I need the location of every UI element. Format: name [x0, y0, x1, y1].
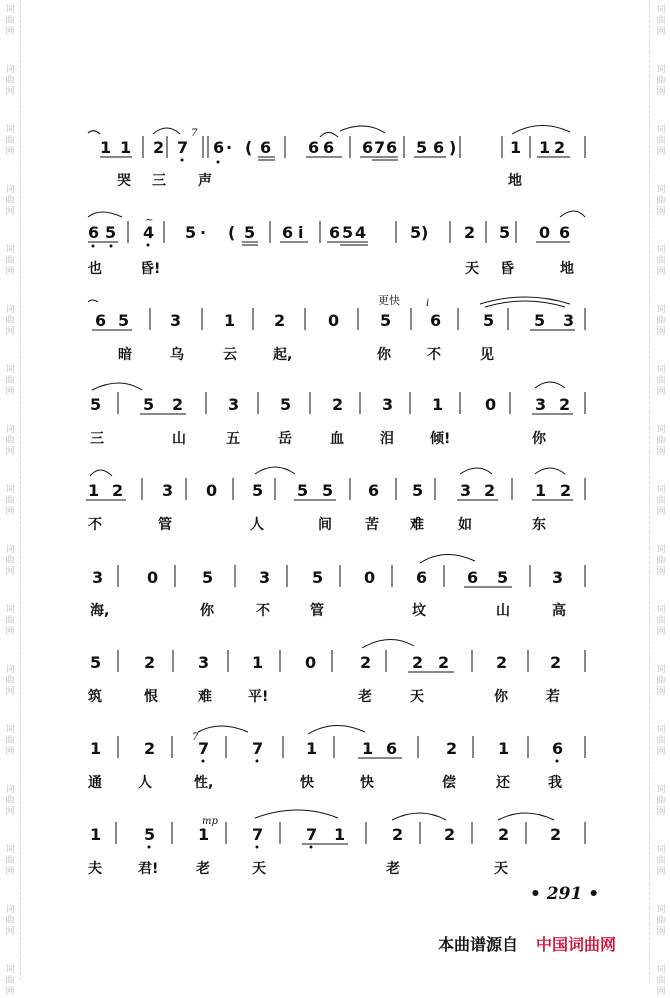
lyric: 哭 [117, 173, 131, 189]
grace-note-mark: 7 [192, 732, 199, 743]
note: 6 [329, 223, 341, 242]
watermark-text: 词曲网 [5, 245, 15, 277]
note: 2 [360, 653, 372, 672]
watermark-text: 词曲网 [5, 785, 15, 817]
note: 3 [259, 568, 271, 587]
lyric: 人 [250, 517, 264, 533]
octave-dot [256, 846, 259, 849]
note: 2 [412, 653, 424, 672]
note: 2 [444, 825, 456, 844]
note: 5 [416, 138, 428, 157]
lyric: 地 [560, 261, 574, 277]
note: 6 [430, 311, 442, 330]
score-line-5 [80, 468, 590, 508]
lyric: 昏 [500, 261, 514, 277]
note: 7 [177, 138, 189, 157]
slur [308, 725, 365, 734]
note: 5 [497, 568, 509, 587]
source-site[interactable]: 中国词曲网 [536, 935, 617, 954]
note: 6 [433, 138, 445, 157]
lyric: 东 [532, 517, 546, 533]
note: 3 [228, 395, 240, 414]
watermark-text: 词曲网 [5, 905, 15, 937]
octave-dot [92, 245, 95, 248]
note: 3 [170, 311, 182, 330]
note: 4 [355, 223, 367, 242]
note: 5 [380, 311, 392, 330]
watermark-text: 词曲网 [5, 665, 15, 697]
lyric: 你 [494, 689, 508, 705]
note: 6 [308, 138, 320, 157]
score-line-7 [80, 640, 590, 680]
lyric: 山 [172, 431, 186, 447]
note: 3 [460, 481, 472, 500]
score-line-4-svg [80, 382, 590, 422]
trill-mark: ~ [145, 215, 154, 226]
score-line-3 [80, 294, 590, 338]
watermark-text: 词曲网 [5, 65, 15, 97]
left-watermark-strip [0, 0, 21, 997]
watermark-text: 词曲网 [656, 605, 666, 637]
note: 7 [374, 138, 386, 157]
lyric: 人 [138, 775, 152, 791]
score-line-7-svg [80, 640, 590, 680]
slur [255, 467, 295, 474]
note: 2 [550, 825, 562, 844]
note: 6 [260, 138, 272, 157]
lyrics-line-6 [80, 600, 590, 620]
lyric: 快 [300, 775, 314, 791]
watermark-text: 词曲网 [656, 845, 666, 877]
note: 0 [305, 653, 317, 672]
lyric: 通 [88, 775, 102, 791]
note: 0 [147, 568, 159, 587]
lyric: 老 [358, 689, 372, 705]
lyrics-line-2 [80, 258, 590, 278]
note: 2 [464, 223, 476, 242]
slur [255, 810, 338, 818]
slur [88, 300, 98, 302]
note: · [226, 138, 233, 157]
watermark-text: 词曲网 [656, 665, 666, 697]
lyric: 地 [508, 173, 522, 189]
note: 7 [252, 825, 264, 844]
lyric: 坟 [412, 603, 426, 619]
note: 6 [368, 481, 380, 500]
lyric: 昏! [140, 261, 161, 277]
source-credit [438, 932, 616, 955]
lyric: 难 [410, 517, 424, 533]
note: 2 [274, 311, 286, 330]
note: 3 [198, 653, 210, 672]
lyric: 性, [194, 775, 214, 791]
watermark-text: 词曲网 [5, 845, 15, 877]
note: 1 [498, 739, 510, 758]
note: 6 [213, 138, 225, 157]
lyric: 间 [318, 517, 332, 533]
watermark-text: 词曲网 [656, 305, 666, 337]
note: 0 [539, 223, 551, 242]
slur [535, 468, 565, 474]
watermark-text: 词曲网 [656, 545, 666, 577]
note: 1 [100, 138, 112, 157]
note: 2 [484, 481, 496, 500]
grace-note-mark: 7 [191, 128, 198, 139]
note: 3 [563, 311, 575, 330]
note: 3 [92, 568, 104, 587]
note: 2 [172, 395, 184, 414]
watermark-text: 词曲网 [656, 785, 666, 817]
note: ) [421, 223, 429, 242]
note: 6 [559, 223, 571, 242]
note: 5 [280, 395, 292, 414]
note: 1 [252, 653, 264, 672]
note: 5 [244, 223, 256, 242]
lyric: 岳 [278, 431, 292, 447]
octave-dot [556, 760, 559, 763]
watermark-text: 词曲网 [5, 5, 15, 37]
score-line-2 [80, 213, 590, 253]
slur [88, 131, 100, 134]
note: 1 [535, 481, 547, 500]
slur [485, 301, 565, 307]
note: 5 [483, 311, 495, 330]
note: 1 [224, 311, 236, 330]
lyric: 山 [496, 603, 510, 619]
watermark-text: 词曲网 [5, 725, 15, 757]
note: 2 [559, 395, 571, 414]
watermark-text: 词曲网 [656, 725, 666, 757]
lyrics-line-1 [80, 170, 590, 190]
watermark-text: 词曲网 [656, 365, 666, 397]
watermark-text: 词曲网 [656, 905, 666, 937]
note: 1 [90, 825, 102, 844]
note: 1 [306, 739, 318, 758]
watermark-text: 词曲网 [656, 245, 666, 277]
watermark-text: 词曲网 [656, 185, 666, 217]
lyric: 我 [548, 775, 562, 791]
note: 6 [552, 739, 564, 758]
note: i [298, 223, 304, 242]
note: 5 [90, 395, 102, 414]
note: 6 [467, 568, 479, 587]
watermark-text: 词曲网 [5, 365, 15, 397]
note: 2 [496, 653, 508, 672]
octave-dot [310, 846, 313, 849]
note: 6 [362, 138, 374, 157]
source-label: 本曲谱源自 [438, 935, 519, 954]
score-line-9-svg [80, 812, 590, 852]
note: 6 [88, 223, 100, 242]
lyrics-line-5 [80, 514, 590, 534]
lyric: 海, [90, 603, 110, 619]
slur [535, 382, 565, 388]
lyric: 声 [198, 173, 212, 189]
slur [198, 726, 248, 732]
note: 0 [328, 311, 340, 330]
lyric: 起, [273, 347, 293, 363]
note: 2 [332, 395, 344, 414]
note: 2 [550, 653, 562, 672]
dynamic-marking: mp [202, 816, 218, 827]
octave-dot [181, 159, 184, 162]
octave-dot [110, 245, 113, 248]
note: 1 [88, 481, 100, 500]
note: 5 [90, 653, 102, 672]
note: 6 [282, 223, 294, 242]
lyric: 难 [198, 689, 212, 705]
note: 5 [144, 825, 156, 844]
note: 1 [362, 739, 374, 758]
note: 2 [438, 653, 450, 672]
lyric: 倾! [430, 431, 451, 447]
note: 4 [143, 223, 155, 242]
lyric: 君! [138, 861, 159, 877]
note: 5 [322, 481, 334, 500]
lyric: 若 [546, 689, 560, 705]
lyric: 恨 [144, 689, 158, 705]
lyric: 老 [196, 861, 210, 877]
note: 5 [252, 481, 264, 500]
watermark-text: 词曲网 [5, 965, 15, 997]
watermark-text: 词曲网 [656, 125, 666, 157]
note: 6 [95, 311, 107, 330]
lyric: 不 [427, 347, 441, 363]
note: 6 [323, 138, 335, 157]
slur [153, 128, 180, 134]
note: 5 [105, 223, 117, 242]
lyric: 不 [88, 517, 102, 533]
score-line-1-svg [80, 128, 590, 168]
note: 2 [498, 825, 510, 844]
lyric: 筑 [88, 689, 102, 705]
score-line-4 [80, 382, 590, 422]
slur [90, 470, 112, 476]
lyric: 你 [532, 431, 546, 447]
lyric: 不 [256, 603, 270, 619]
lyric: 天 [494, 861, 508, 877]
lyric: 也 [88, 261, 102, 277]
note: · [200, 223, 207, 242]
score-line-2-svg [80, 213, 590, 253]
lyric: 乌 [170, 347, 184, 363]
lyric: 管 [158, 517, 172, 533]
score-line-6 [80, 555, 590, 595]
score-line-8 [80, 726, 590, 766]
note: 5 [410, 223, 422, 242]
right-watermark-strip [649, 0, 670, 997]
grace-note-mark: i [426, 298, 430, 309]
octave-dot [147, 244, 150, 247]
note: 7 [198, 739, 210, 758]
lyric: 平! [248, 689, 269, 705]
note: 2 [560, 481, 572, 500]
lyric: 三 [152, 173, 166, 189]
lyric: 你 [377, 347, 391, 363]
note: 6 [386, 138, 398, 157]
tempo-marking: 更快 [378, 294, 400, 307]
note: 5 [342, 223, 354, 242]
lyrics-line-3 [80, 344, 590, 364]
slur [560, 211, 585, 217]
slur [498, 813, 554, 820]
watermark-text: 词曲网 [5, 485, 15, 517]
lyric: 泪 [380, 431, 394, 447]
score-line-3-svg [80, 294, 590, 338]
lyric: 苦 [365, 517, 379, 533]
note: ( [245, 138, 253, 157]
note: 3 [535, 395, 547, 414]
lyrics-line-4 [80, 428, 590, 448]
watermark-text: 词曲网 [5, 425, 15, 457]
slur [512, 125, 570, 134]
octave-dot [217, 161, 220, 164]
octave-dot [148, 846, 151, 849]
lyric: 高 [552, 603, 566, 619]
note: ( [228, 223, 236, 242]
score-line-8-svg [80, 726, 590, 766]
slur [92, 383, 142, 390]
lyric: 天 [410, 689, 424, 705]
lyric: 管 [310, 603, 324, 619]
note: 7 [252, 739, 264, 758]
note: 1 [510, 138, 522, 157]
note: 2 [554, 138, 566, 157]
note: 3 [382, 395, 394, 414]
note: 3 [552, 568, 564, 587]
note: 2 [144, 739, 156, 758]
note: 5 [534, 311, 546, 330]
watermark-text: 词曲网 [5, 125, 15, 157]
watermark-text: 词曲网 [656, 65, 666, 97]
lyric: 三 [90, 431, 104, 447]
lyric: 云 [223, 347, 237, 363]
note: 5 [412, 481, 424, 500]
watermark-text: 词曲网 [5, 305, 15, 337]
note: 5 [143, 395, 155, 414]
lyric: 你 [200, 603, 214, 619]
note: 1 [432, 395, 444, 414]
score-line-1 [80, 128, 590, 168]
note: 0 [485, 395, 497, 414]
note: 7 [306, 825, 318, 844]
note: 2 [153, 138, 165, 157]
lyric: 天 [252, 861, 266, 877]
note: 1 [198, 825, 210, 844]
note: 2 [446, 739, 458, 758]
lyric: 天 [465, 261, 479, 277]
note: 0 [206, 481, 218, 500]
note: 1 [334, 825, 346, 844]
slur [340, 126, 385, 133]
note: 5 [499, 223, 511, 242]
note: 5 [297, 481, 309, 500]
note: 1 [120, 138, 132, 157]
lyric: 如 [458, 517, 472, 533]
lyric: 老 [386, 861, 400, 877]
octave-dot [256, 760, 259, 763]
score-line-5-svg [80, 468, 590, 508]
watermark-text: 词曲网 [656, 965, 666, 997]
note: 0 [364, 568, 376, 587]
lyric: 见 [480, 347, 494, 363]
slur [392, 813, 446, 820]
watermark-text: 词曲网 [5, 605, 15, 637]
watermark-text: 词曲网 [656, 425, 666, 457]
lyrics-line-7 [80, 686, 590, 706]
note: ) [449, 138, 457, 157]
lyric: 暗 [118, 347, 132, 363]
note: 1 [90, 739, 102, 758]
page-number: • 291 • [530, 884, 600, 904]
note: 5 [118, 311, 130, 330]
lyric: 还 [496, 775, 510, 791]
slur [320, 133, 338, 138]
note: 3 [162, 481, 174, 500]
note: 5 [202, 568, 214, 587]
watermark-text: 词曲网 [656, 5, 666, 37]
lyric: 血 [330, 431, 344, 447]
note: 1 [539, 138, 551, 157]
watermark-text: 词曲网 [5, 545, 15, 577]
slur [362, 639, 414, 648]
watermark-text: 词曲网 [656, 485, 666, 517]
note: 5 [312, 568, 324, 587]
lyrics-line-8 [80, 772, 590, 792]
lyrics-line-9 [80, 858, 590, 878]
note: 6 [386, 739, 398, 758]
score-line-6-svg [80, 555, 590, 595]
lyric: 夫 [88, 861, 102, 877]
note: 6 [416, 568, 428, 587]
lyric: 偿 [442, 775, 456, 791]
slur [420, 554, 475, 563]
slur [88, 212, 122, 217]
note: 2 [112, 481, 124, 500]
lyric: 快 [360, 775, 374, 791]
score-line-9 [80, 812, 590, 852]
note: 2 [144, 653, 156, 672]
note: 2 [392, 825, 404, 844]
watermark-text: 词曲网 [5, 185, 15, 217]
octave-dot [202, 760, 205, 763]
lyric: 五 [226, 431, 240, 447]
note: 5 [185, 223, 197, 242]
slur [460, 468, 492, 474]
